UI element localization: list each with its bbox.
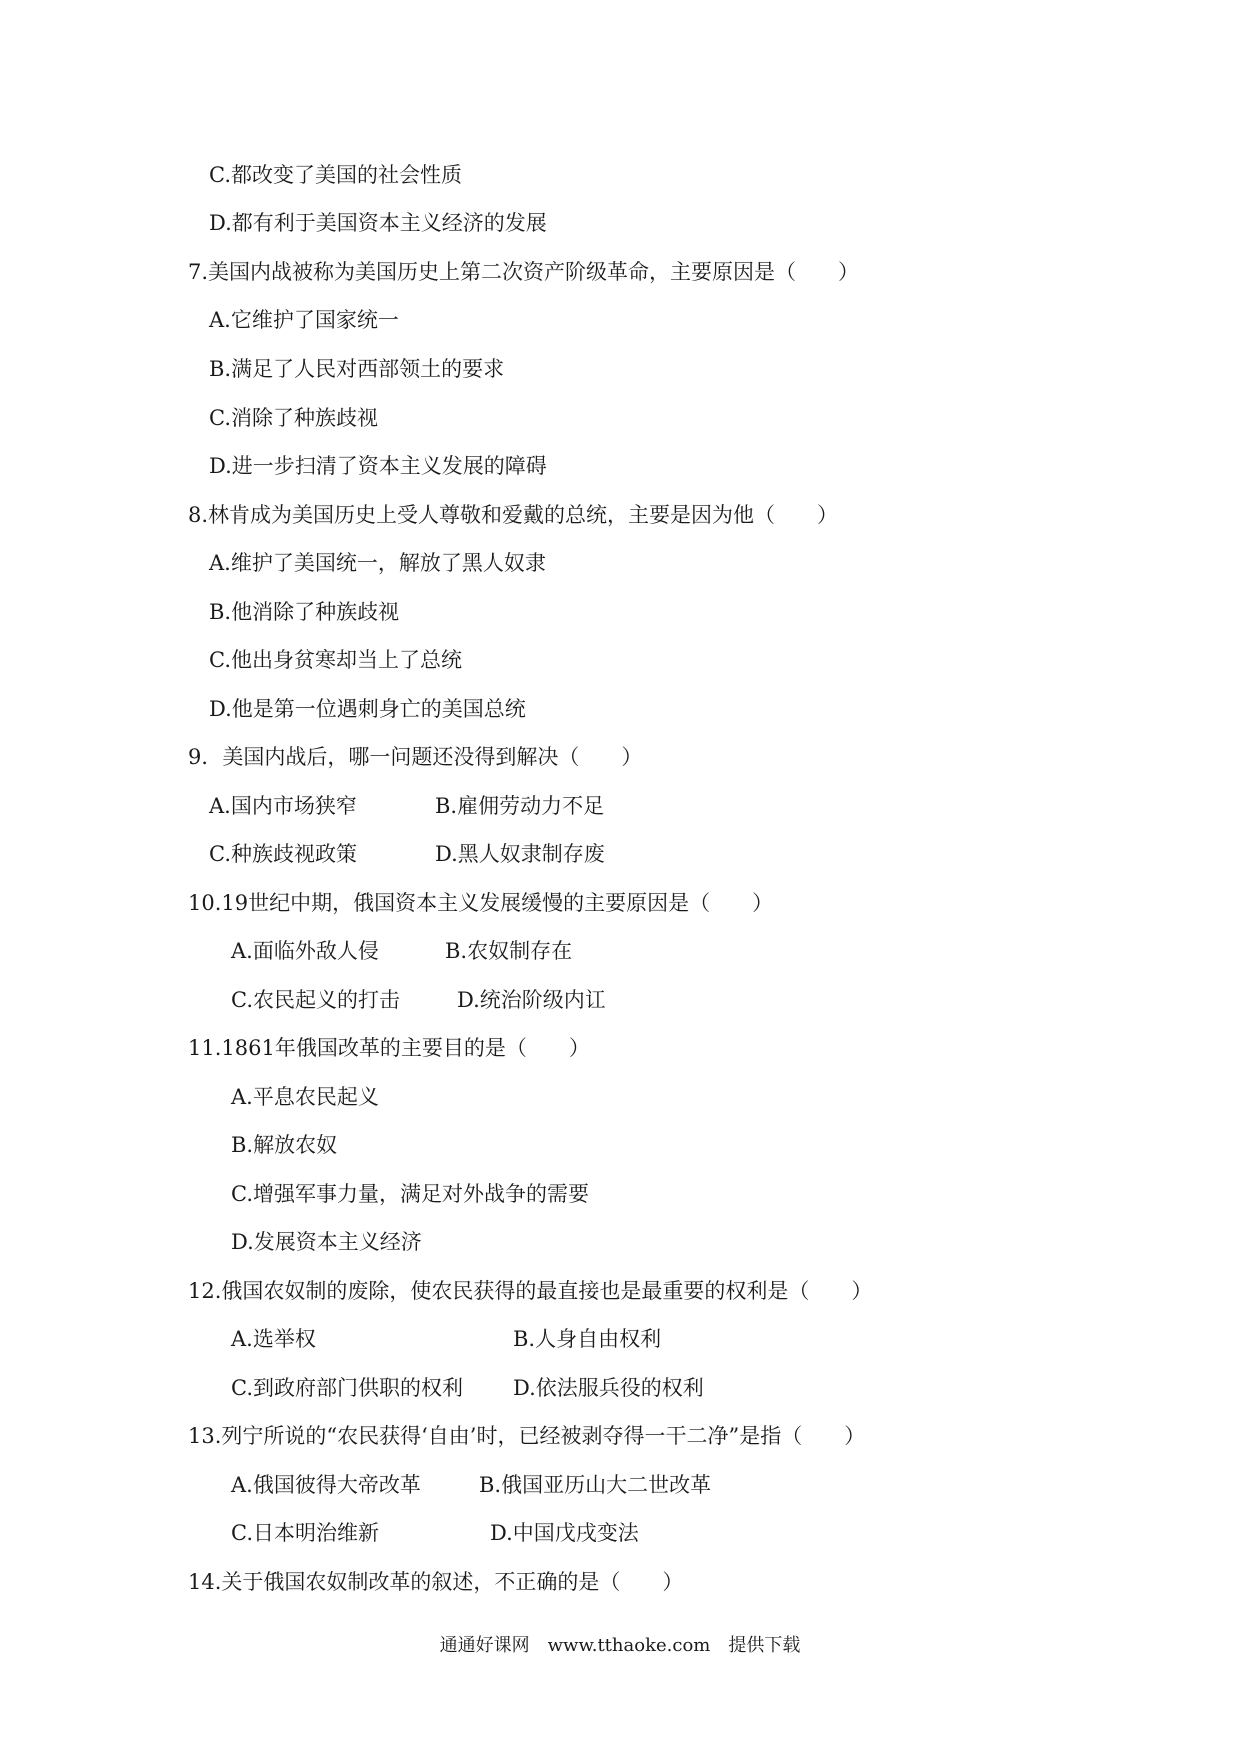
q13-stem: 13.列宁所说的“农民获得‘自由’时，已经被剥夺得一干二净”是指（ ） xyxy=(188,1424,866,1448)
q8-option-b: B.他消除了种族歧视 xyxy=(209,600,400,624)
q10-option-d: D.统治阶级内讧 xyxy=(457,988,606,1012)
q8-stem: 8.林肯成为美国历史上受人尊敬和爱戴的总统，主要是因为他（ ） xyxy=(188,503,839,527)
q10-option-b: B.农奴制存在 xyxy=(445,939,573,963)
q6-option-c: C.都改变了美国的社会性质 xyxy=(209,163,462,187)
q12-option-b: B.人身自由权利 xyxy=(513,1327,662,1351)
q7-option-c: C.消除了种族歧视 xyxy=(209,406,378,430)
q12-option-c: C.到政府部门供职的权利 xyxy=(231,1376,463,1400)
q9-stem: 9．美国内战后，哪一问题还没得到解决（ ） xyxy=(188,745,643,769)
q12-option-d: D.依法服兵役的权利 xyxy=(513,1376,704,1400)
q8-option-c: C.他出身贫寒却当上了总统 xyxy=(209,648,462,672)
q11-stem: 11.1861年俄国改革的主要目的是（ ） xyxy=(188,1036,590,1060)
q11-option-b: B.解放农奴 xyxy=(231,1133,338,1157)
q11-option-d: D.发展资本主义经济 xyxy=(231,1230,422,1254)
q14-stem: 14.关于俄国农奴制改革的叙述，不正确的是（ ） xyxy=(188,1570,684,1594)
q8-option-d: D.他是第一位遇刺身亡的美国总统 xyxy=(209,697,526,721)
q9-option-a: A.国内市场狭窄 xyxy=(209,794,357,818)
q10-option-a: A.面临外敌人侵 xyxy=(231,939,379,963)
q13-option-c: C.日本明治维新 xyxy=(231,1521,379,1545)
q7-option-d: D.进一步扫清了资本主义发展的障碍 xyxy=(209,454,547,478)
q8-option-a: A.维护了美国统一，解放了黑人奴隶 xyxy=(209,551,546,575)
q9-option-b: B.雇佣劳动力不足 xyxy=(435,794,605,818)
q9-option-c: C.种族歧视政策 xyxy=(209,842,357,866)
q12-option-a: A.选举权 xyxy=(231,1327,316,1351)
q11-option-a: A.平息农民起义 xyxy=(231,1085,379,1109)
q6-option-d: D.都有利于美国资本主义经济的发展 xyxy=(209,211,547,235)
q13-option-a: A.俄国彼得大帝改革 xyxy=(231,1473,421,1497)
q12-stem: 12.俄国农奴制的废除，使农民获得的最直接也是最重要的权利是（ ） xyxy=(188,1279,873,1303)
q13-option-b: B.俄国亚历山大二世改革 xyxy=(479,1473,712,1497)
q9-option-d: D.黑人奴隶制存废 xyxy=(435,842,605,866)
q13-option-d: D.中国戊戌变法 xyxy=(490,1521,639,1545)
q7-option-b: B.满足了人民对西部领土的要求 xyxy=(209,357,505,381)
page-footer: 通通好课网 www.tthaoke.com 提供下载 xyxy=(439,1635,801,1656)
q11-option-c: C.增强军事力量，满足对外战争的需要 xyxy=(231,1182,589,1206)
q7-option-a: A.它维护了国家统一 xyxy=(209,308,399,332)
q10-option-c: C.农民起义的打击 xyxy=(231,988,400,1012)
q10-stem: 10.19世纪中期，俄国资本主义发展缓慢的主要原因是（ ） xyxy=(188,891,774,915)
q7-stem: 7.美国内战被称为美国历史上第二次资产阶级革命，主要原因是（ ） xyxy=(188,260,860,284)
